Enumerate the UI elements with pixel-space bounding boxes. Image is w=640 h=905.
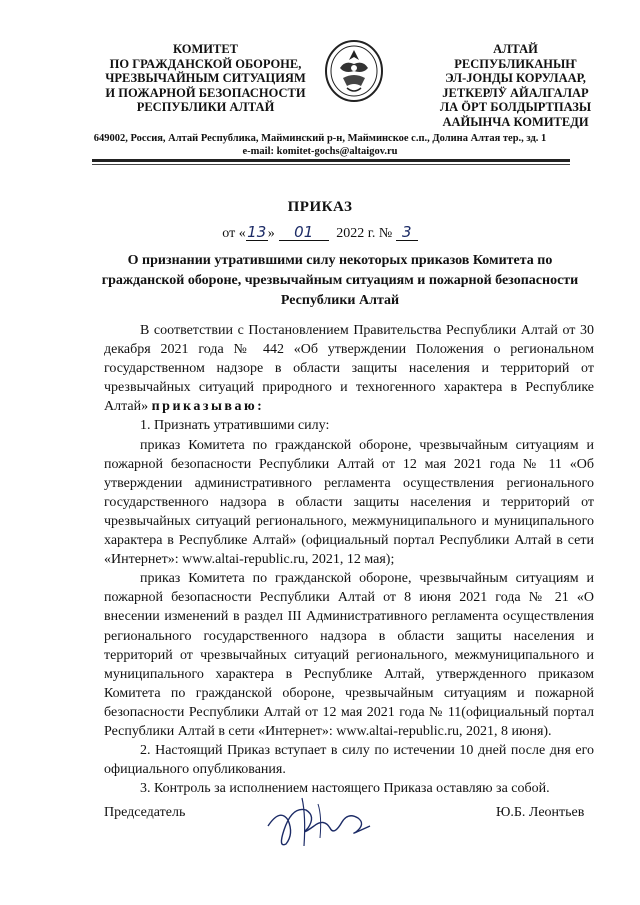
order-subject: О признании утратившими силу некоторых приказов Комитета по гражданской обороне, чрезвычайным ситуациям и пожарной безопасности Республики Алтай [101,253,579,308]
email-address[interactable]: e-mail: komitet-gochs@altaigov.ru [242,146,398,157]
preamble-text: В соответствии с Постановлением Правительства Республики Алтай от 30 декабря 2021 года № 442 «Об утверждении Положения о региональном государственном надзоре в области защиты населения и территорий от чрезвычайных ситуаций природного и техногенного характера в Республике Алтай» [104,323,594,415]
item-2: 2. Настоящий Приказ вступает в силу по истечении 10 дней после дня его официального опубликования. [104,743,594,778]
emblem-icon [323,38,385,104]
signature-icon [258,786,378,856]
org-ru-line: ЧРЕЗВЫЧАЙНЫМ СИТУАЦИЯМ [105,71,306,85]
order-year-number-label: 2022 г. № [336,226,393,241]
order-number: 3 [396,224,418,241]
org-alt-line: РЕСПУБЛИКАНЫҤ [454,56,577,71]
header-divider-thin [92,164,570,165]
signatory-name: Ю.Б. Леонтьев [496,805,585,820]
org-alt-line: ААЙЫНЧА КОМИТЕДИ [442,114,589,129]
document-title: ПРИКАЗ [287,199,353,215]
org-ru-line: РЕСПУБЛИКИ АЛТАЙ [136,100,275,114]
date-quote-close: » [267,226,275,241]
org-ru-line: И ПОЖАРНОЙ БЕЗОПАСНОСТИ [105,85,306,100]
item-3: 3. Контроль за исполнением настоящего Приказа оставляю за собой. [140,781,550,797]
letterhead [0,42,640,134]
signatory-position: Председатель [104,805,186,820]
date-prefix: от « [222,226,246,241]
order-body [104,321,594,798]
order-day: 13 [247,223,267,241]
org-ru-line: КОМИТЕТ [172,42,238,56]
org-name-altai [408,42,623,129]
orders-keyword: приказываю: [151,399,265,415]
preamble-paragraph [104,321,594,416]
header-divider [92,159,570,162]
address-block [60,132,580,158]
org-alt-line: ЈЕТКЕРЛӰ АЙАЛГАЛАР [442,85,589,100]
org-name-russian [98,42,313,115]
org-alt-line: ЭЛ-ЈОНДЫ КОРУЛААР, [445,71,586,85]
order-date-line [0,224,640,242]
item-1: 1. Признать утратившими силу: [140,418,330,434]
item-1-order-a: приказ Комитета по гражданской обороне, чрезвычайным ситуациям и пожарной безопасности Республики Алтай от 12 мая 2021 года № 11 «Об утверждении административного регламента осуществления регионального государственного надзора в области защиты населения и территорий от чрезвычайных ситуаций регионального, межмуниципального и муниципального характера в Республике Алтай» (официальный портал Республики Алтай в сети «Интернет»: www.altai-republic.ru, 2021, 12 мая); [104,437,594,568]
order-month: 01 [279,224,329,241]
org-alt-line: АЛТАЙ [493,42,538,56]
item-1-order-b: приказ Комитета по гражданской обороне, чрезвычайным ситуациям и пожарной безопасности Республики Алтай от 8 июня 2021 года № 21 «О внесении изменений в раздел III Административного регламента осуществления регионального государственного надзора в области защиты населения и территорий от чрезвычайных ситуаций регионального, межмуниципального и муниципального характера в Республике Алтай, утвержденного приказом Комитета по гражданской обороне, чрезвычайным ситуациям и пожарной безопасности Республики Алтай от 12 мая 2021 года № 11(официальный портал Республики Алтай в сети «Интернет»: www.altai-republic.ru, 2021, 8 июня). [104,571,594,739]
org-ru-line: ПО ГРАЖДАНСКОЙ ОБОРОНЕ, [109,56,302,71]
postal-address: 649002, Россия, Алтай Республика, Майминский р-н, Майминское с.п., Долина Алтая тер., зд. 1 [93,133,547,144]
org-alt-line: ЛА ӦРТ БОЛДЫРТПАЗЫ [439,100,592,114]
